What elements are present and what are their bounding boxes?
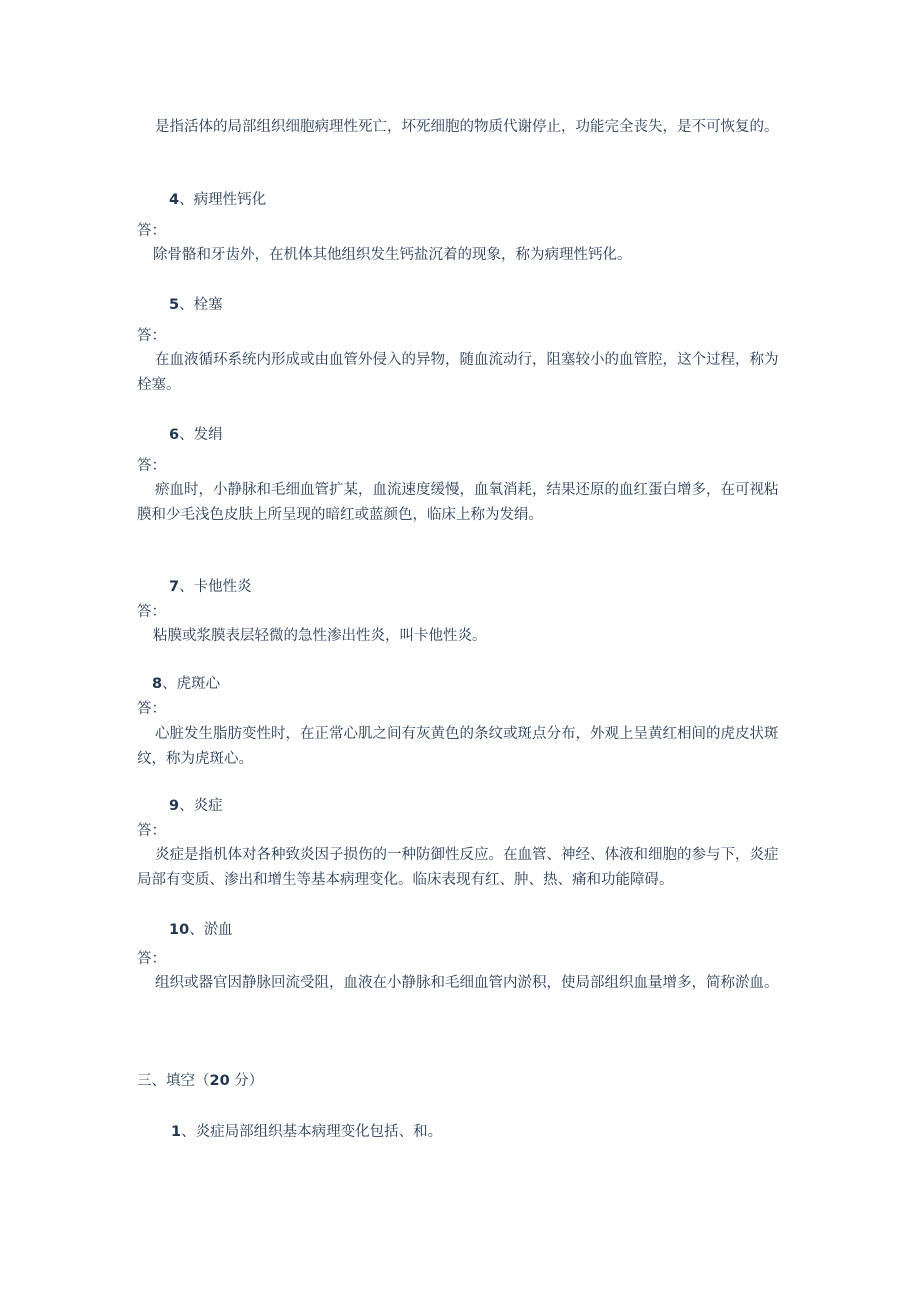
answer-text: 粘膜或浆膜表层轻微的急性渗出性炎，叫卡他性炎。 [153,628,487,644]
answer-text: 瘀血时，小静脉和毛细血管扩某，血流速度缓慢，血氧消耗，结果还原的血红蛋白增多，在可视粘膜和少毛浅色皮肤上所呈现的暗红或蓝颜色，临床上称为发绢。 [137,482,779,523]
term-heading [169,295,223,315]
term-heading [169,920,233,940]
term-number: 9 [169,798,180,814]
answer-label: 答： [137,458,166,474]
term-heading [169,425,223,445]
term-separator: 、 [179,427,194,443]
section-heading [137,1071,263,1091]
term-separator: 、 [162,676,177,692]
answer-label: 答： [137,328,166,344]
term-heading [169,577,252,597]
section-score: 20 [209,1073,230,1089]
term-name: 栓塞 [193,297,223,313]
answer-label: 答： [137,223,166,239]
question-separator: 、 [181,1124,196,1140]
intro-paragraph: 是指活体的局部组织细胞病理性死亡，坏死细胞的物质代谢停止，功能完全丧失，是不可恢复的。 [155,119,779,135]
term-heading [169,190,266,210]
question-number: 1 [171,1124,182,1140]
term-number: 4 [169,192,180,208]
term-name: 发绢 [193,427,223,443]
term-name: 淤血 [203,922,233,938]
fill-in-question [171,1122,442,1142]
section-heading-suffix: 分） [229,1073,264,1089]
term-number: 10 [169,922,190,938]
section-heading-prefix: 三、填空（ [137,1073,210,1089]
term-heading [169,796,223,816]
term-number: 6 [169,427,180,443]
term-number: 8 [152,676,163,692]
answer-text: 炎症是指机体对各种致炎因子损伤的一种防御性反应。在血管、神经、体液和细胞的参与下，炎症局部有变质、渗出和增生等基本病理变化。临床表现有红、肿、热、痛和功能障碍。 [137,847,779,888]
term-separator: 、 [189,922,204,938]
term-name: 炎症 [193,798,223,814]
term-separator: 、 [179,192,194,208]
answer-label: 答： [137,604,166,620]
answer-text: 除骨骼和牙齿外，在机体其他组织发生钙盐沉着的现象，称为病理性钙化。 [153,247,632,263]
answer-text: 心脏发生脂肪变性时，在正常心肌之间有灰黄色的条纹或斑点分布，外观上呈黄红相间的虎皮状斑纹，称为虎斑心。 [137,726,779,767]
term-separator: 、 [179,579,194,595]
term-number: 7 [169,579,180,595]
term-separator: 、 [179,297,194,313]
answer-label: 答： [137,823,166,839]
answer-text: 组织或器官因静脉回流受阻，血液在小静脉和毛细血管内淤积，使局部组织血量增多，简称淤血。 [155,975,779,991]
term-number: 5 [169,297,180,313]
term-separator: 、 [179,798,194,814]
term-name: 虎斑心 [176,676,221,692]
term-name: 病理性钙化 [193,192,267,208]
answer-label: 答： [137,951,166,967]
term-heading [152,674,220,694]
answer-text: 在血液循环系统内形成或由血管外侵入的异物，随血流动行，阻塞较小的血管腔，这个过程，称为栓塞。 [137,352,779,393]
answer-label: 答： [137,701,166,717]
question-text: 炎症局部组织基本病理变化包括、和。 [195,1124,443,1140]
term-name: 卡他性炎 [193,579,252,595]
